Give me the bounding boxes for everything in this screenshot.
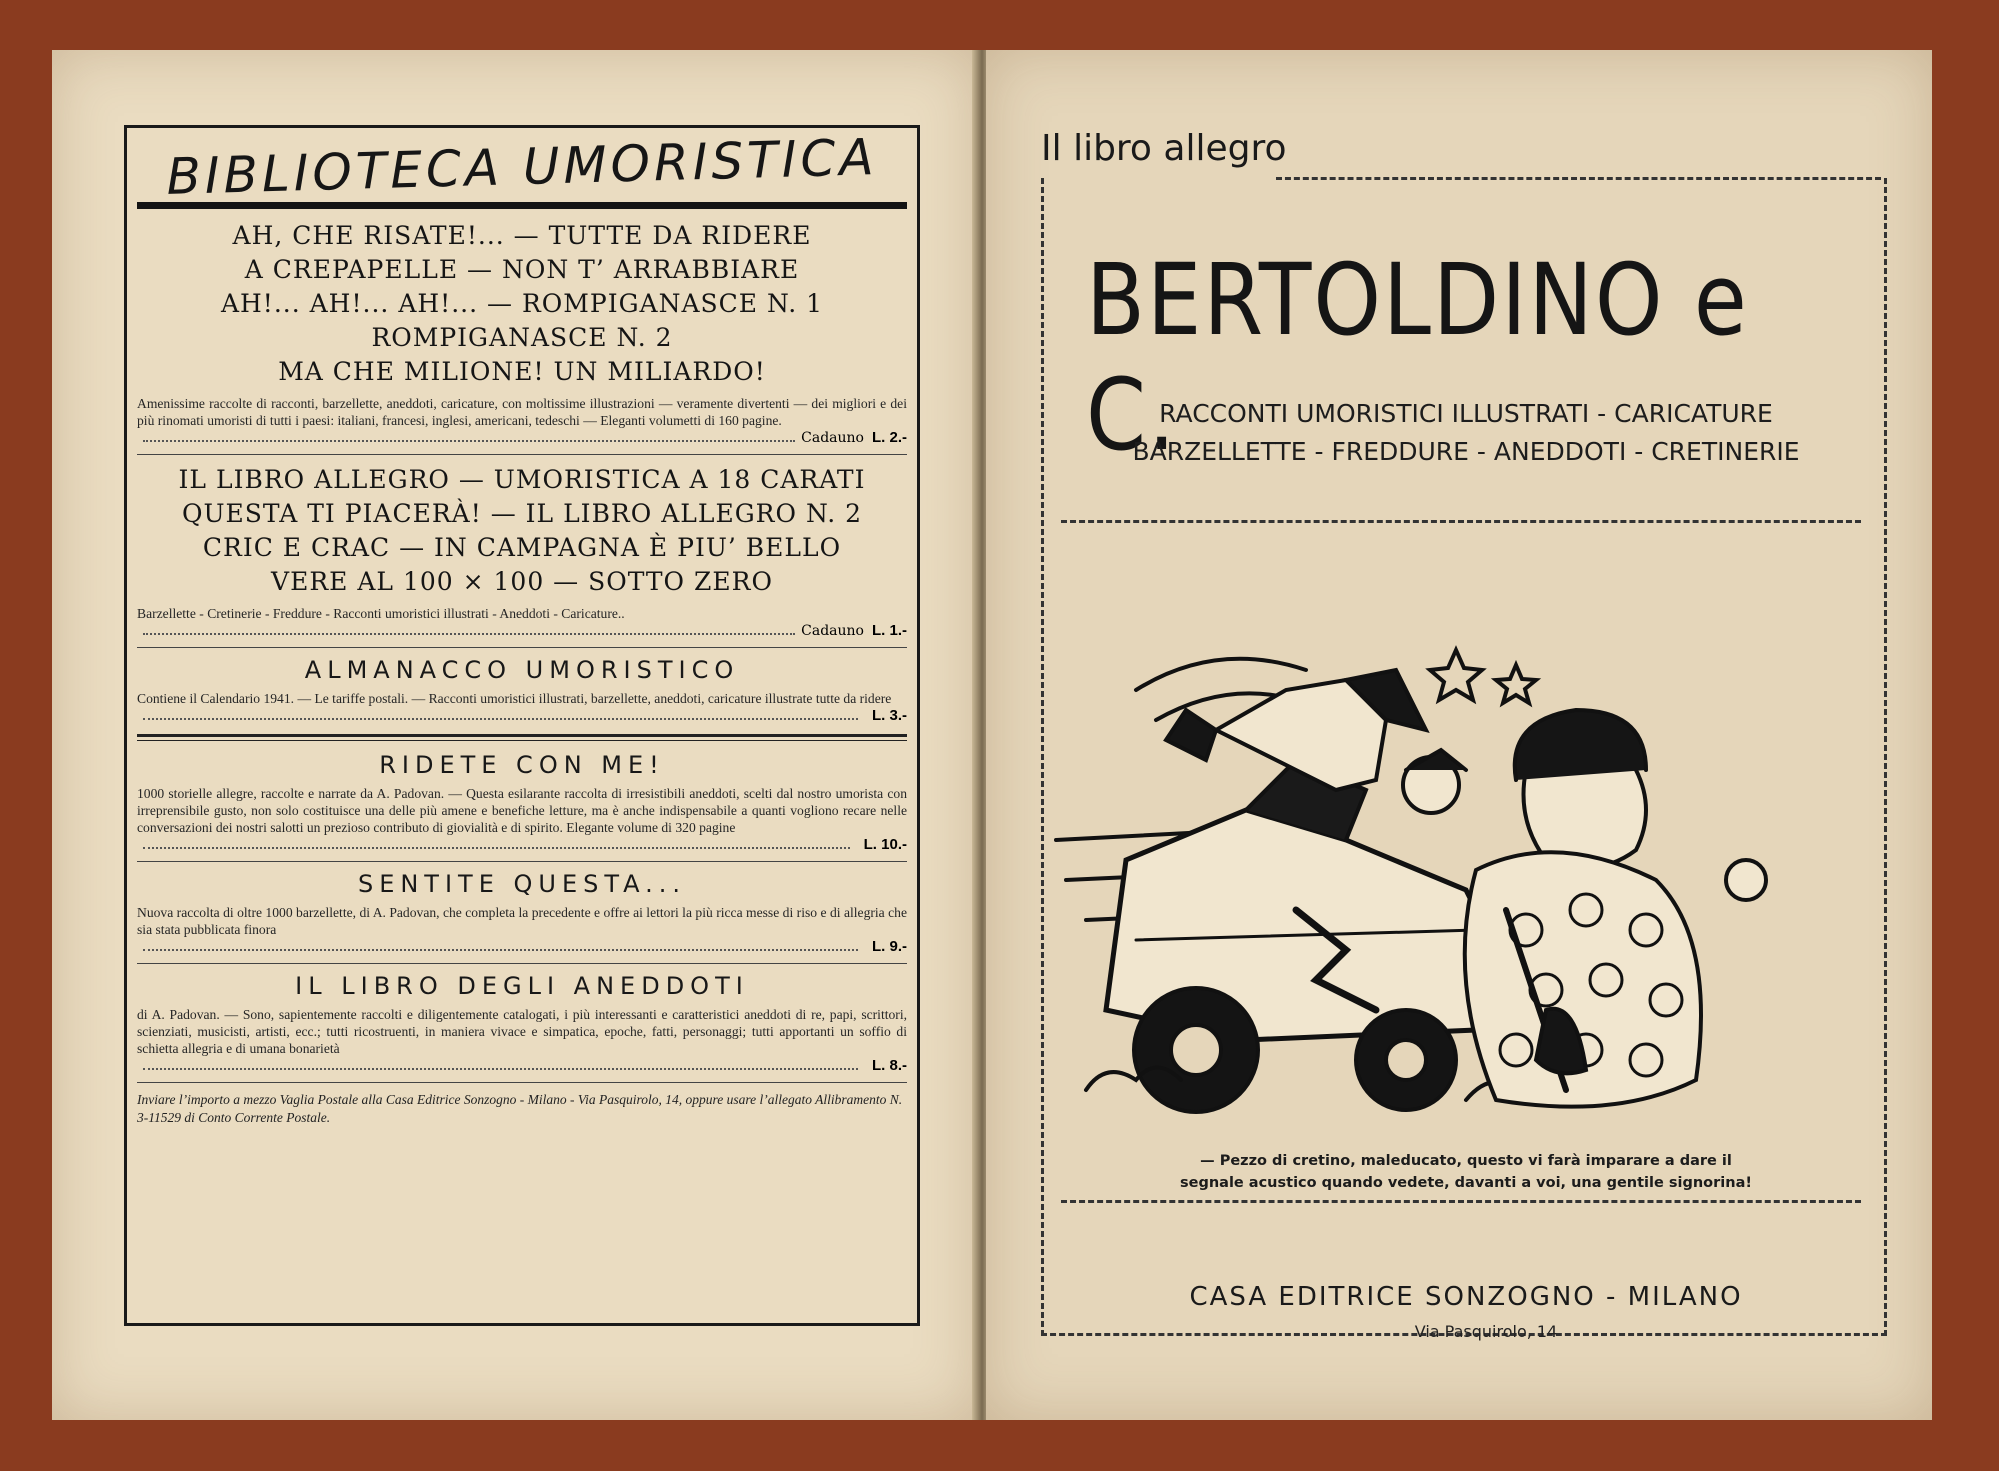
book-title-line: AH!... AH!... AH!... — ROMPIGANASCE N. 1 xyxy=(220,289,824,318)
divider xyxy=(137,861,907,862)
catalog-frame xyxy=(124,125,920,1326)
price-line xyxy=(137,1057,907,1074)
cartoon-caption xyxy=(1106,1150,1826,1194)
book-title-line: IL LIBRO ALLEGRO — UMORISTICA A 18 CARATI xyxy=(178,465,866,494)
price-label: Cadauno xyxy=(801,623,864,639)
price: L. 1.- xyxy=(871,622,907,639)
price-line xyxy=(137,429,907,446)
caption-line: — Pezzo di cretino, maleducato, questo vi farà imparare a dare il xyxy=(1200,1153,1732,1169)
catalog-section xyxy=(137,870,907,955)
book-title-line: MA CHE MILIONE! UN MILIARDO! xyxy=(278,357,766,386)
divider xyxy=(137,963,907,964)
price: L. 9.- xyxy=(871,938,907,955)
right-page xyxy=(986,50,1932,1420)
catalog-section xyxy=(137,972,907,1074)
subtitle-line: RACCONTI UMORISTICI ILLUSTRATI - CARICATURE xyxy=(1159,399,1773,428)
section-heading: RIDETE CON ME! xyxy=(379,751,665,779)
price: L. 3.- xyxy=(871,707,907,724)
section-description: 1000 storielle allegre, raccolte e narrate da A. Padovan. — Questa esilarante raccolta di irresistibili aneddoti, scelti dal nostro umorista con irreprensibile gusto, non solo costituisce una delle più amene e benefiche letture, ma è anche indispensabile a quanti vogliono recare nelle conversazioni dei nostri salotti un prezioso contributo di giovialità e di spirito. Elegante volume di 320 pagine xyxy=(137,786,907,835)
catalog-section xyxy=(137,656,907,724)
price-line xyxy=(137,707,907,724)
publisher-address: Via Pasquirolo, 14 xyxy=(1414,1322,1558,1341)
divider xyxy=(137,454,907,455)
divider xyxy=(137,1082,907,1083)
price-label: Cadauno xyxy=(801,430,864,446)
section-heading: ALMANACCO UMORISTICO xyxy=(304,656,740,684)
book-titles xyxy=(137,463,907,599)
publisher-name: CASA EDITRICE SONZOGNO - MILANO xyxy=(1189,1282,1743,1312)
price-line xyxy=(137,938,907,955)
dashed-separator xyxy=(1061,1200,1861,1203)
book-title-line: AH, CHE RISATE!... — TUTTE DA RIDERE xyxy=(232,221,812,250)
section-description: Barzellette - Cretinerie - Freddure - Racconti umoristici illustrati - Aneddoti - Caricature.. xyxy=(137,606,625,621)
catalog-section xyxy=(137,219,907,446)
ordering-note: Inviare l’importo a mezzo Vaglia Postale alla Casa Editrice Sonzogno - Milano - Via Pasquirolo, 14, oppure usare l’allegato Allibramento N. 3-11529 di Conto Corrente Postale. xyxy=(137,1092,903,1125)
book-title-line: QUESTA TI PIACERÀ! — IL LIBRO ALLEGRO N. 2 xyxy=(181,499,863,528)
book-titles xyxy=(137,219,907,389)
divider xyxy=(137,734,907,741)
price-line xyxy=(137,836,907,853)
price: L. 10.- xyxy=(863,836,907,853)
catalog-section xyxy=(137,751,907,853)
book-title-line: CRIC E CRAC — IN CAMPAGNA È PIU’ BELLO xyxy=(202,533,842,562)
series-title: BIBLIOTECA UMORISTICA xyxy=(165,128,879,206)
book-subtitle xyxy=(1096,395,1836,471)
section-heading: SENTITE QUESTA... xyxy=(357,870,687,898)
book-title-line: VERE AL 100 × 100 — SOTTO ZERO xyxy=(271,567,773,596)
dashed-separator xyxy=(1061,520,1861,523)
book-title-line: ROMPIGANASCE N. 2 xyxy=(371,323,673,352)
caption-line: segnale acustico quando vedete, davanti a voi, una gentile signorina! xyxy=(1180,1175,1752,1191)
left-page xyxy=(52,50,976,1420)
book-title: BERTOLDINO e C. xyxy=(1086,243,1749,473)
price-line xyxy=(137,622,907,639)
section-description: di A. Padovan. — Sono, sapientemente raccolti e diligentemente catalogati, i più interessanti e caratteristici aneddoti di re, papi, scrittori, scienziati, musicisti, artisti, ecc.; tutti ricostruenti, in maniera vivace e simpatica, epoche, fatti, personaggi; tutti apportanti un soffio di schietta allegria e di umana bonarietà xyxy=(137,1007,907,1056)
subtitle-line: BARZELLETTE - FREDDURE - ANEDDOTI - CRETINERIE xyxy=(1132,437,1800,466)
section-description: Contiene il Calendario 1941. — Le tariffe postali. — Racconti umoristici illustrati, barzellette, aneddoti, caricature illustrate tutte da ridere xyxy=(137,691,892,706)
divider xyxy=(137,647,907,648)
section-description: Nuova raccolta di oltre 1000 barzellette, di A. Padovan, che completa la precedente e offre ai lettori la più ricca messe di riso e di allegria che sia stata pubblicata finora xyxy=(137,905,907,937)
price: L. 2.- xyxy=(871,429,907,446)
section-heading: IL LIBRO DEGLI ANEDDOTI xyxy=(295,972,749,1000)
collection-name: Il libro allegro xyxy=(1041,128,1287,169)
section-description: Amenissime raccolte di racconti, barzellette, aneddoti, caricature, con moltissime illustrazioni — veramente divertenti — dei migliori e dei più rinomati umoristi di tutti i paesi: italiani, francesi, inglesi, americani, tedeschi — Eleganti volumetti di 160 pagine. xyxy=(137,396,907,428)
price: L. 8.- xyxy=(871,1057,907,1074)
cartoon-illustration xyxy=(1046,610,1876,1140)
catalog-section xyxy=(137,463,907,639)
book-title-line: A CREPAPELLE — NON T’ ARRABBIARE xyxy=(244,255,800,284)
